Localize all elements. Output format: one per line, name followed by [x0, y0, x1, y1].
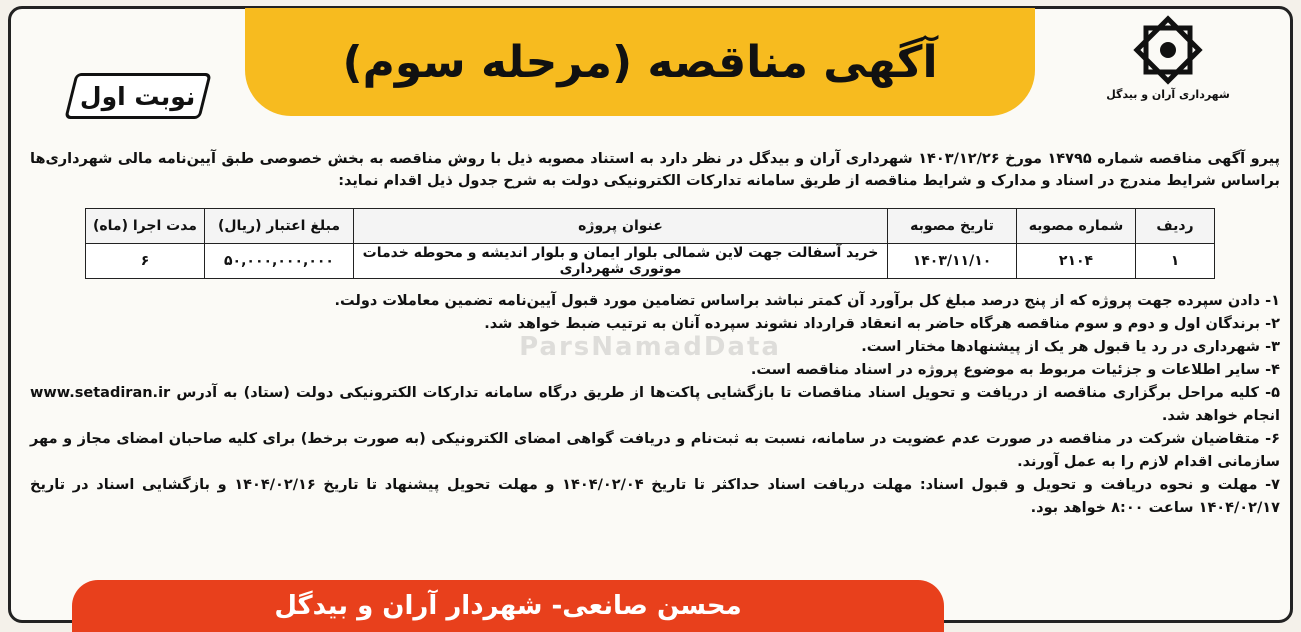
condition-item: ۳- شهرداری در رد یا قبول هر یک از پیشنهادها مختار است.: [861, 339, 1280, 355]
condition-item: ۵- کلیه مراحل برگزاری مناقصه از دریافت و تحویل اسناد مناقصات تا بازگشایی پاکت‌ها از طریق درگاه سامانه تدارکات الکترونیکی دولت (ستاد) به آدرس www.setadiran.ir انجام خواهد شد.: [30, 385, 1280, 424]
municipality-logo: [1106, 14, 1230, 112]
condition-item: ۶- متقاضیان شرکت در مناقصه در صورت عدم عضویت در سامانه، نسبت به ثبت‌نام و دریافت گواهی امضای الکترونیکی (به صورت برخط) برای کلیه صاحبان امضای مجاز و مهر سازمانی اقدام لازم را به عمل آورند.: [30, 431, 1280, 470]
cell-project-title: خرید آسفالت جهت لاین شمالی بلوار ایمان و بلوار اندیشه و محوطه خدمات موتوری شهرداری: [354, 244, 888, 279]
notice-title: آگهی مناقصه (مرحله سوم): [342, 36, 938, 88]
title-banner: [245, 8, 1035, 116]
cell-approval-date: ۱۴۰۳/۱۱/۱۰: [888, 244, 1017, 279]
cell-row-number: ۱: [1136, 244, 1215, 279]
col-row-number: ردیف: [1136, 209, 1215, 244]
condition-item: ۲- برندگان اول و دوم و سوم مناقصه هرگاه حاضر به انعقاد قرارداد نشوند سپرده آنان به ترتیب ضبط خواهد شد.: [484, 316, 1280, 332]
condition-item: ۷- مهلت و نحوه دریافت و تحویل و قبول اسناد: مهلت دریافت اسناد حداکثر تا تاریخ ۱۴۰۴/۰۲/۰۴ و مهلت تحویل پیشنهاد تا تاریخ ۱۴۰۴/۰۲/۱۶ و بازگشایی اسناد در تاریخ ۱۴۰۴/۰۲/۱۷ ساعت ۸:۰۰ خواهد بود.: [30, 477, 1280, 516]
intro-paragraph: پیرو آگهی مناقصه شماره ۱۴۷۹۵ مورخ ۱۴۰۳/۱۲/۲۶ شهرداری آران و بیدگل در نظر دارد به استناد مصوبه ذیل با روش مناقصه به بخش خصوصی طبق آیین‌نامه مالی شهرداری‌ها براساس شرایط مندرج در اسناد و مدارک و شرایط مناقصه از طریق سامانه تدارکات الکترونیکی دولت به شرح جدول ذیل اقدام نماید:: [30, 151, 1280, 189]
round-badge-label: نوبت اول: [80, 81, 196, 111]
watermark: ParsNamadData: [519, 332, 781, 362]
col-approval-date: تاریخ مصوبه: [888, 209, 1017, 244]
logo-caption: شهرداری آران و بیدگل: [1106, 88, 1230, 101]
cell-approval-number: ۲۱۰۴: [1017, 244, 1136, 279]
table-header-row: [86, 209, 1215, 244]
emblem-icon: [1129, 14, 1207, 86]
col-approval-number: شماره مصوبه: [1017, 209, 1136, 244]
cell-duration: ۶: [86, 244, 205, 279]
signature-banner: [72, 580, 944, 632]
signature-text: محسن صانعی- شهردار آران و بیدگل: [274, 591, 742, 621]
col-credit-amount: مبلغ اعتبار (ریال): [205, 209, 354, 244]
project-table: [85, 208, 1215, 279]
condition-item: ۱- دادن سپرده جهت پروژه که از پنج درصد مبلغ کل برآورد آن کمتر نباشد براساس تضامین مورد قبول آیین‌نامه تضمین معاملات دولت.: [334, 293, 1280, 309]
col-duration: مدت اجرا (ماه): [86, 209, 205, 244]
conditions-list: [30, 290, 1280, 520]
col-project-title: عنوان پروژه: [354, 209, 888, 244]
condition-item: ۴- سایر اطلاعات و جزئیات مربوط به موضوع پروژه در اسناد مناقصه است.: [750, 362, 1280, 378]
round-badge: [64, 73, 211, 119]
table-row: [86, 244, 1215, 279]
cell-credit-amount: ۵۰,۰۰۰,۰۰۰,۰۰۰: [205, 244, 354, 279]
